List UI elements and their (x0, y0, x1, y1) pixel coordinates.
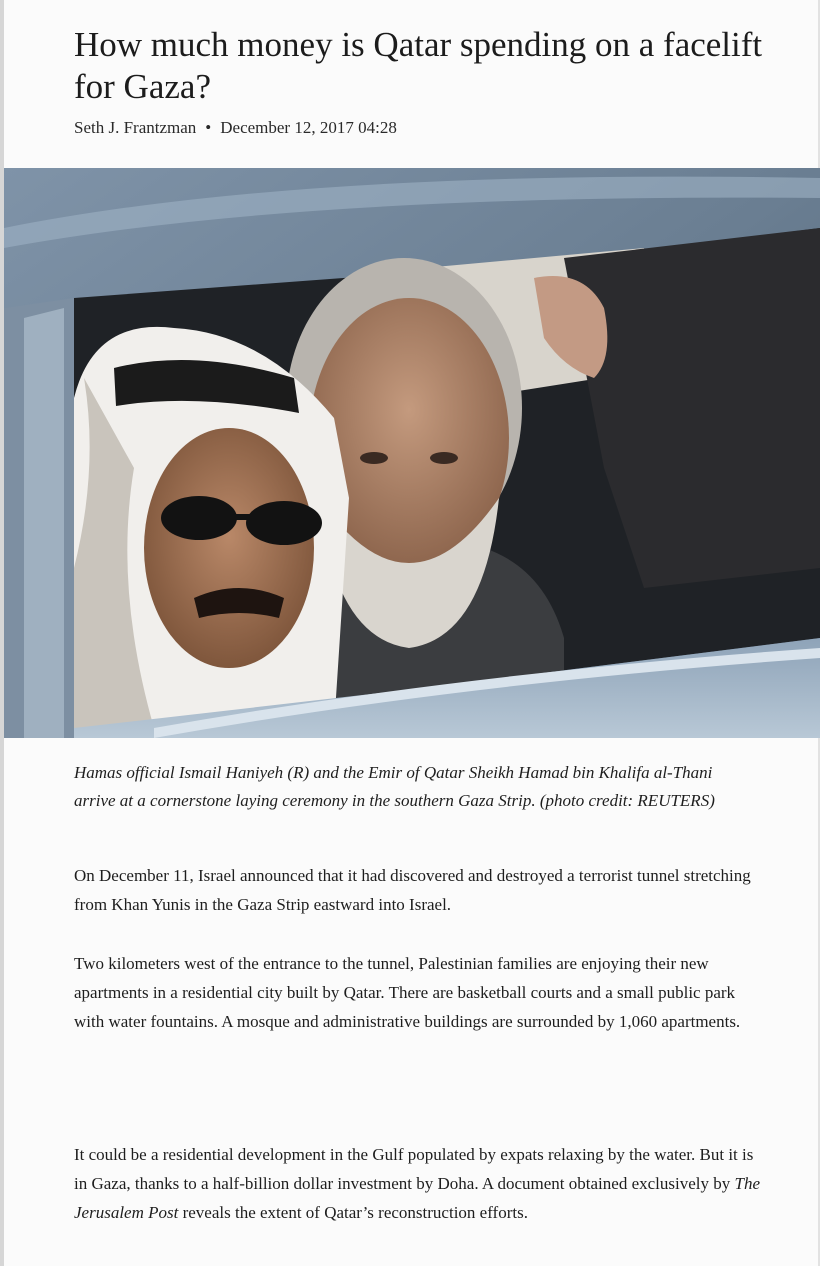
article-paragraph (74, 1140, 764, 1227)
image-caption: Hamas official Ismail Haniyeh (R) and the Emir of Qatar Sheikh Hamad bin Khalifa al-Thani arrive at a cornerstone laying ceremony in the southern Gaza Strip. (photo credit: REUTERS) (74, 763, 715, 810)
article-title: How much money is Qatar spending on a facelift for Gaza? (74, 25, 763, 106)
publish-date: December 12, 2017 04:28 (220, 118, 397, 137)
paragraph-text: reveals the extent of Qatar’s reconstruction efforts. (178, 1203, 528, 1222)
byline-separator: • (205, 118, 212, 137)
publication-name: The Jerusalem Post (74, 1174, 760, 1222)
paragraph-text: It could be a residential development in the Gulf populated by expats relaxing by the water. But it is in Gaza, thanks to a half-billion dollar investment by Doha. A document obtained exclusively by (74, 1145, 754, 1193)
author-name[interactable]: Seth J. Frantzman (74, 118, 197, 137)
byline (74, 117, 397, 139)
article-paragraph: Two kilometers west of the entrance to the tunnel, Palestinian families are enjoying their new apartments in a residential city built by Qatar. There are basketball courts and a small public park with water fountains. A mosque and administrative buildings are surrounded by 1,060 apartments. (74, 954, 741, 1031)
hero-photo (4, 168, 820, 738)
article-paragraph: On December 11, Israel announced that it had discovered and destroyed a terrorist tunnel stretching from Khan Yunis in the Gaza Strip eastward into Israel. (74, 866, 751, 914)
